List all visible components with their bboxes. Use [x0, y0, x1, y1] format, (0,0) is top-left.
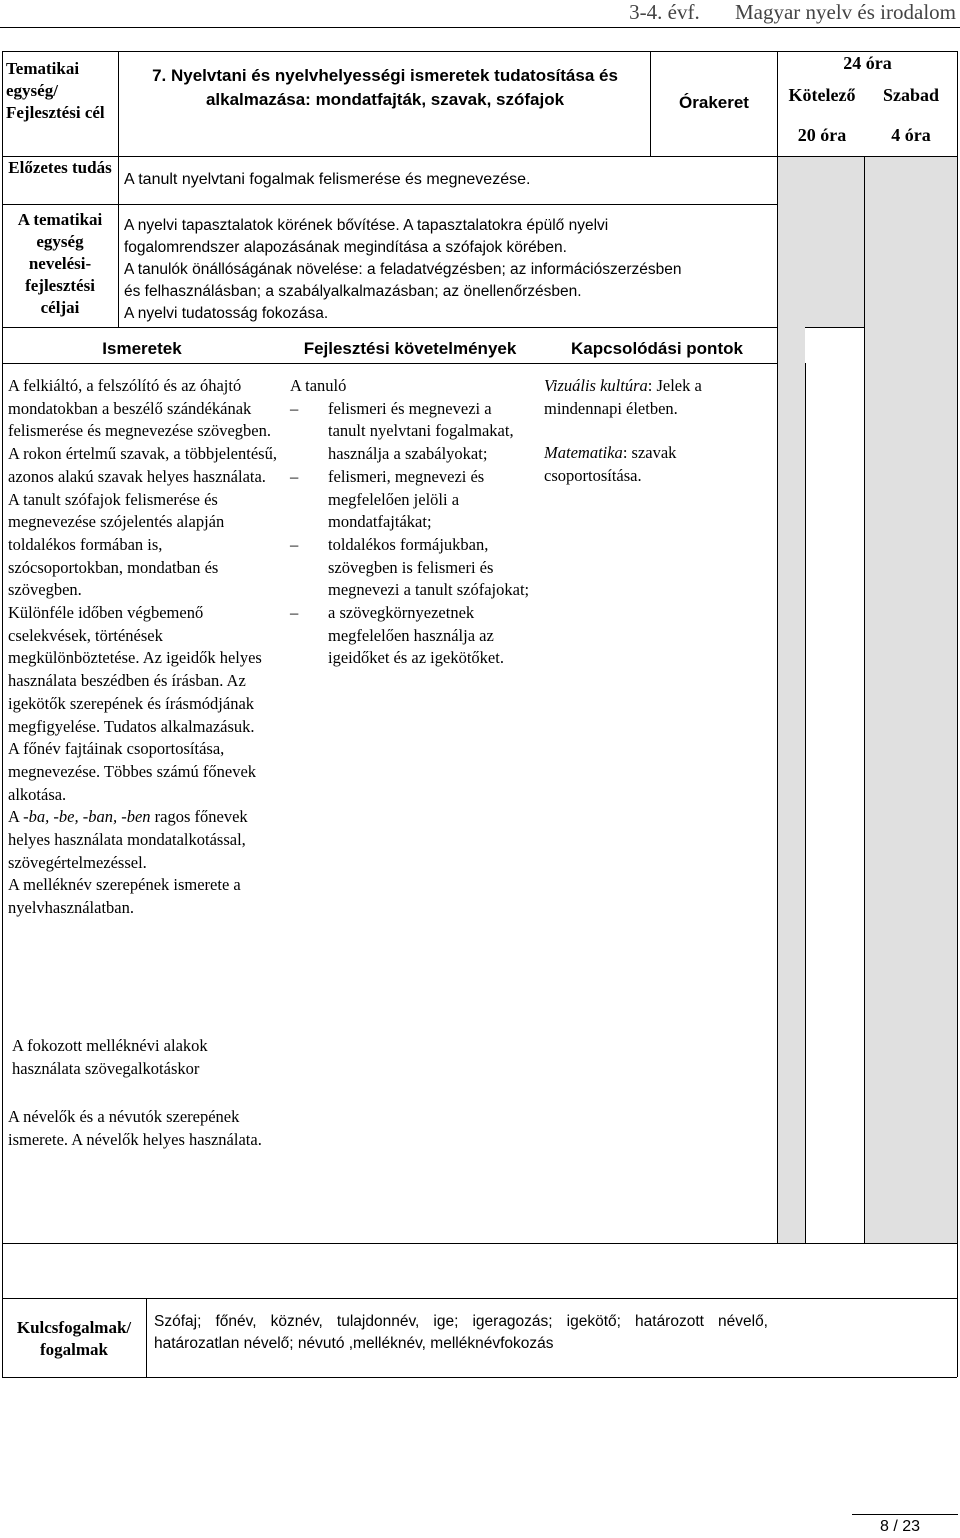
kapcsolodasi-list — [544, 375, 772, 488]
fejlesztesi-list — [290, 375, 530, 670]
goals-line-5: A nyelvi tudatosság fokozása. — [124, 305, 329, 322]
kapcsolodasi-text-1: : Jelek a mindennapi életben. — [544, 376, 702, 418]
item6-rest: ragos főnevek helyes használata mondatalkotással, szövegértelmezéssel. — [8, 807, 248, 872]
mandatory-label: Kötelező — [788, 85, 856, 105]
ismeretek-list — [8, 375, 280, 920]
ismeretek-item-7: A melléknév szerepének ismerete a nyelvhasználatban. — [8, 875, 241, 918]
ismeretek-item-6 — [8, 806, 280, 874]
label-col-divider — [118, 51, 119, 327]
ismeretek-item-1: A felkiáltó, a felszólító és az óhajtó mondatokban a beszélő szándékának felismerése és megnevezése szövegben. — [8, 376, 271, 441]
ismeretek-extra-2: A névelők és a névutók szerepének ismerete. A névelők helyes használata. — [8, 1107, 262, 1150]
goals-line-2: fogalomrendszer alapozásának megindítása a szófajok körében. — [124, 239, 567, 256]
kulcs-text: Szófaj; főnév, köznév, tulajdonnév, ige; igeragozás; igekötő; határozott névelő, határozatlan névelő; névutó ,melléknév, melléknévfokozás — [154, 1313, 768, 1352]
unit-title — [122, 64, 648, 112]
ismeretek-item-3: A tanult szófajok felismerése és megnevezése szójelentés alapján toldalékos formában is, szócsoportokban, mondatban és szövegben. — [8, 489, 225, 600]
kulcs-row-bottom — [2, 1377, 957, 1378]
page-number: 8 / 23 — [880, 1518, 921, 1535]
kapcsolodasi-subject-2: Matematika — [544, 443, 623, 463]
ismeretek-item-2: A rokon értelmű szavak, a többjelentésű, azonos alakú szavak helyes használata. — [8, 444, 277, 486]
ismeretek-extra-1: A fokozott melléknévi alakok használata szövegalkotáskor — [12, 1036, 208, 1078]
gray-split — [864, 156, 865, 327]
main-gray-divider-1 — [777, 327, 778, 1243]
gray-col-b — [864, 327, 957, 1243]
row-divider-3 — [2, 327, 957, 328]
free-hours: 4 óra — [891, 125, 931, 145]
main-gray-divider-2 — [805, 363, 806, 1243]
col-header-divider — [2, 363, 777, 364]
footer-rule — [852, 1514, 958, 1515]
item6-prefix: A — [8, 807, 24, 827]
kapcsolodasi-item-2 — [544, 442, 772, 487]
fejlesztesi-item-1: – felismeri és megnevezi a tanult nyelvtani fogalmakat, használja a szabályokat; — [290, 398, 530, 466]
ismeretek-item-4: Különféle időben végbemenő cselekvések, történések megkülönböztetése. Az igeidők helyes használata beszédben és írásban. Az igekötők szerepének és írásmódjának megfigyelése. Tudatos alkalmazásuk. — [8, 603, 262, 736]
col-header-fejlesztesi: Fejlesztési követelmények — [303, 339, 517, 358]
page-header — [599, 0, 956, 25]
prior-text: A tanult nyelvtani fogalmak felismerése és megnevezése. — [124, 171, 531, 188]
fejlesztesi-item-4: – a szövegkörnyezetnek megfelelően használja az igeidőket és az igekötőket. — [290, 602, 530, 670]
gray-col-a — [777, 327, 805, 1243]
gray-block-top-right — [777, 156, 957, 327]
col-header-kapcsolodasi: Kapcsolódási pontok — [571, 339, 743, 358]
kulcs-divider — [146, 1298, 147, 1377]
main-right-border — [957, 327, 958, 1377]
hours-bottom — [777, 156, 957, 157]
kulcs-top-border — [2, 1243, 957, 1244]
ismeretek-extra — [8, 1035, 280, 1152]
unit-title-line2: alkalmazása: mondatfajták, szavak, szófajok — [205, 90, 565, 109]
subject-label: Magyar nyelv és irodalom — [734, 0, 956, 24]
header-rule — [0, 27, 960, 28]
total-hours: 24 óra — [843, 53, 892, 73]
prior-label: Előzetes tudás — [8, 158, 112, 177]
fejlesztesi-intro: A tanuló — [290, 376, 347, 395]
goals-line-4: és felhasználásban; a szabályalkalmazásban; az önellenőrzésben. — [124, 283, 582, 300]
col-header-ismeretek: Ismeretek — [102, 339, 182, 358]
goals-label: A tematikai egység nevelési-fejlesztési céljai — [17, 210, 103, 317]
unit-label: Tematikai egység/ Fejlesztési cél — [6, 59, 105, 122]
ismeretek-item-5: A főnév fajtáinak csoportosítása, megnevezése. Többes számú főnevek alkotása. — [8, 739, 257, 804]
kapcsolodasi-item-1 — [544, 375, 772, 420]
left-border — [2, 51, 3, 327]
goals-line-3: A tanulók önállóságának növelése: a feladatvégzésben; az információszerzésben — [124, 261, 682, 278]
fejlesztesi-item-3: – toldalékos formájukban, szövegben is felismeri és megnevezi a tanult szófajokat; — [290, 534, 530, 602]
kapcsolodasi-subject-1: Vizuális kultúra — [544, 376, 648, 395]
kulcs-label: Kulcsfogalmak/ fogalmak — [16, 1318, 132, 1359]
goals-text — [124, 215, 774, 325]
fejlesztesi-item-2: – felismeri, megnevezi és megfelelően jelöli a mondatfajtákat; — [290, 466, 530, 534]
kapcsolodasi-text-2: : szavak csoportosítása. — [544, 443, 677, 486]
orakeret-label: Órakeret — [679, 93, 749, 112]
main-left-border — [2, 327, 3, 1377]
goals-line-1: A nyelvi tapasztalatok körének bővítése. A tapasztalatokra épülő nyelvi — [124, 217, 609, 234]
item6-suffixes: -ba, -be, -ban, -ben — [23, 807, 151, 827]
right-border — [957, 51, 958, 327]
mandatory-hours: 20 óra — [797, 125, 847, 145]
free-label: Szabad — [882, 85, 940, 105]
orakeret-divider — [650, 51, 651, 156]
main-gray-divider-3 — [864, 327, 865, 1243]
grade-label: 3-4. évf. — [629, 0, 700, 24]
unit-title-line1: 7. Nyelvtani és nyelvhelyességi ismeretek tudatosítása és — [152, 66, 618, 85]
